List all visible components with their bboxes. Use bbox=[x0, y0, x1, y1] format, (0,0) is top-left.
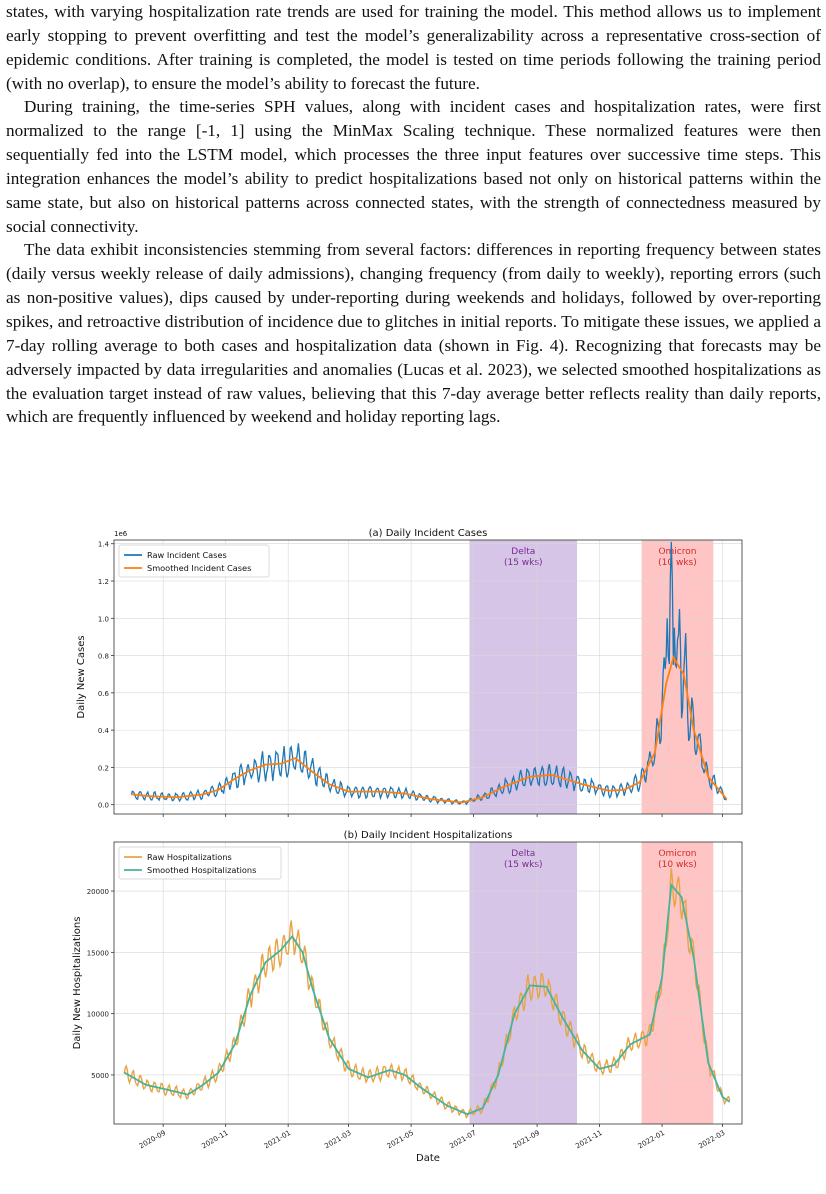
y-tick-label: 0.6 bbox=[97, 689, 109, 698]
y-tick-label: 0.8 bbox=[97, 652, 109, 661]
y-tick-label: 0.2 bbox=[97, 764, 109, 773]
y-tick-label: 10000 bbox=[86, 1010, 109, 1019]
y-tick-label: 0.0 bbox=[97, 801, 109, 810]
span-label: (15 wks) bbox=[503, 860, 543, 870]
legend bbox=[119, 545, 269, 577]
y-tick-label: 1.4 bbox=[97, 540, 109, 549]
figure-4 bbox=[70, 524, 750, 1169]
span-label: Omicron bbox=[658, 849, 697, 859]
x-tick-label: 2021-11 bbox=[574, 1128, 604, 1151]
span-label: Omicron bbox=[658, 547, 697, 557]
x-tick-label: 2020-09 bbox=[137, 1128, 168, 1151]
legend-entry: Raw Hospitalizations bbox=[147, 852, 232, 862]
y-axis-label: Daily New Cases bbox=[76, 635, 87, 719]
span-delta bbox=[469, 842, 577, 1124]
y-tick-label: 1.0 bbox=[97, 615, 109, 624]
paragraph-1: states, with varying hospitalization rate trends are used for training the model. This method allows us to implement early stopping to prevent overfitting and test the model’s generalizability across a representative cross-section of epidemic conditions. After training is completed, the model is tested on time periods following the training period (with no overlap), to ensure the model’s ability to forecast the future. bbox=[6, 2, 821, 93]
x-axis-label: Date bbox=[416, 1153, 440, 1164]
x-tick-label: 2022-01 bbox=[636, 1128, 667, 1151]
x-tick-label: 2021-03 bbox=[323, 1128, 353, 1151]
x-tick-label: 2021-09 bbox=[511, 1128, 542, 1151]
paragraph-2: During training, the time-series SPH values, along with incident cases and hospitalization rates, were first normalized to the range [-1, 1] using the MinMax Scaling technique. These normalized features were then sequentially fed into the LSTM model, which processes the three input features over successive time steps. This integration enhances the model’s ability to predict hospitalizations based not only on historical patterns within the same state, but also on historical patterns across connected states, with the strength of connectedness measured by social connectivity. bbox=[6, 97, 821, 236]
y-tick-label: 0.4 bbox=[97, 727, 109, 736]
chart-panel-cases bbox=[76, 528, 742, 817]
y-axis-label: Daily New Hospitalizations bbox=[72, 916, 83, 1050]
chart-panel-hospitalizations bbox=[72, 830, 742, 1164]
y-offset-label: 1e6 bbox=[114, 530, 128, 538]
figure-svg bbox=[70, 524, 750, 1164]
span-label: Delta bbox=[511, 849, 536, 859]
legend-entry: Smoothed Incident Cases bbox=[147, 563, 252, 573]
y-tick-label: 1.2 bbox=[97, 578, 109, 587]
x-tick-label: 2021-05 bbox=[385, 1128, 416, 1151]
series-raw-hospitalizations bbox=[124, 868, 730, 1117]
span-label: (10 wks) bbox=[658, 860, 697, 870]
chart-title: (a) Daily Incident Cases bbox=[368, 528, 488, 539]
span-label: (10 wks) bbox=[658, 558, 697, 568]
paragraph-3: The data exhibit inconsistencies stemming from several factors: differences in reporting frequency between states (daily versus weekly release of daily admissions), changing frequency (from daily to weekly), reporting errors (such as non-positive values), dips caused by under-reporting during weekends and holidays, followed by over-reporting spikes, and retroactive distribution of incidence due to glitches in initial reports. To mitigate these issues, we applied a 7-day rolling average to both cases and hospitalization data (shown in Fig. 4). Recognizing that forecasts may be adversely impacted by data irregularities and anomalies (Lucas et al. 2023), we selected smoothed hospitalizations as the evaluation target instead of raw values, believing that this 7-day average better reflects reality than daily reports, which are frequently influenced by weekend and holiday reporting lags. bbox=[6, 240, 821, 427]
body-text bbox=[6, 0, 821, 429]
x-tick-label: 2022-03 bbox=[697, 1128, 727, 1151]
x-tick-label: 2020-11 bbox=[200, 1128, 230, 1151]
figure-caption-cutoff bbox=[6, 1166, 821, 1194]
y-tick-label: 5000 bbox=[91, 1071, 109, 1080]
y-tick-label: 20000 bbox=[86, 888, 109, 897]
x-tick-label: 2021-07 bbox=[448, 1128, 478, 1151]
span-label: Delta bbox=[511, 547, 536, 557]
chart-title: (b) Daily Incident Hospitalizations bbox=[343, 830, 513, 841]
span-label: (15 wks) bbox=[503, 558, 543, 568]
y-tick-label: 15000 bbox=[86, 949, 109, 958]
x-tick-label: 2021-01 bbox=[262, 1128, 293, 1151]
legend-entry: Raw Incident Cases bbox=[147, 550, 227, 560]
legend-entry: Smoothed Hospitalizations bbox=[147, 865, 257, 875]
legend bbox=[119, 847, 281, 879]
